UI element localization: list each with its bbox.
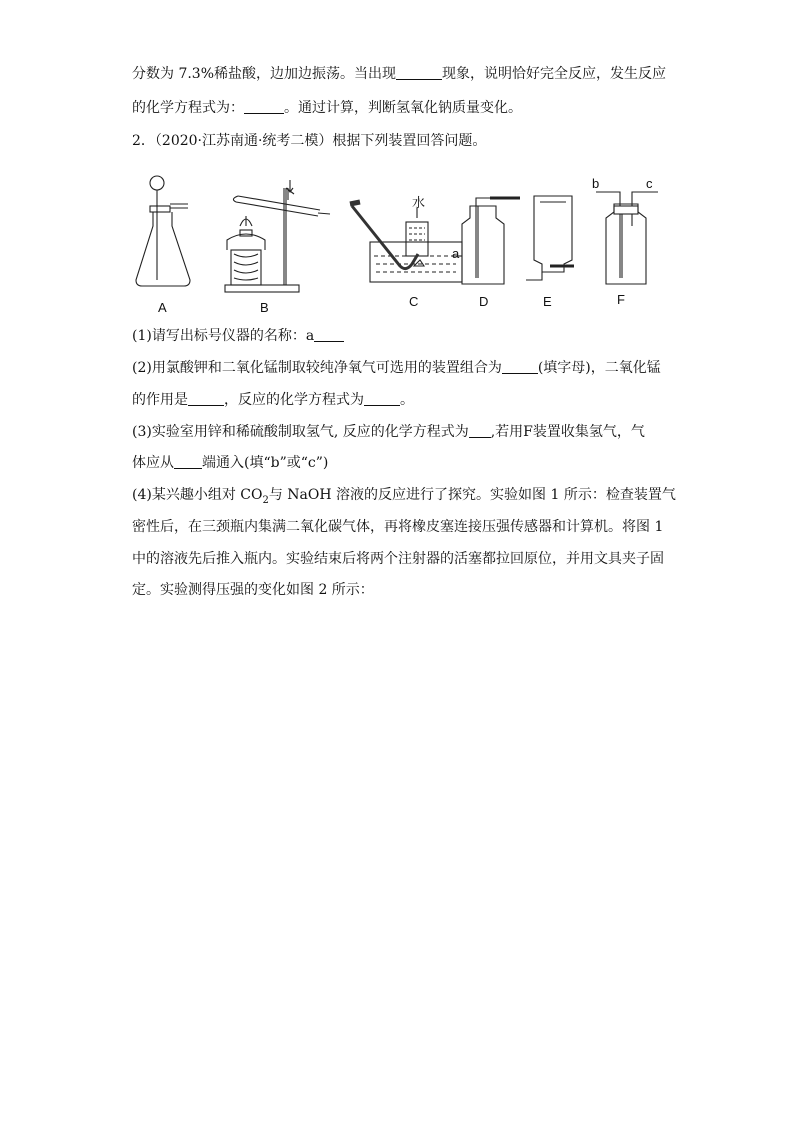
q4-line-2: 密性后，在三颈瓶内集满二氧化碳气体，再将橡皮塞连接压强传感器和计算机。将图 1 [132,519,664,535]
label-c-tube: c [646,176,653,191]
text-segment: ,若用F装置收集氢气，气 [490,424,645,440]
label-c: C [409,294,419,309]
text-segment: 端通入(填“b”或“c”) [202,455,329,471]
answer-blank[interactable] [314,327,344,342]
q4-line-3: 中的溶液先后推入瓶内。实验结束后将两个注射器的活塞都拉回原位，并用文具夹子固 [132,551,664,567]
text-segment: ，反应的化学方程式为 [224,392,364,408]
answer-blank[interactable] [188,391,224,406]
label-a: A [158,300,167,315]
label-b-tube: b [592,176,600,191]
text-segment: 。 [400,392,414,408]
apparatus-a-flask [136,176,190,286]
apparatus-f-bottle [596,192,658,284]
answer-blank[interactable] [502,359,538,374]
subscript: 2 [262,494,269,506]
q3-line-1 [132,422,672,442]
q3-line-2 [132,453,672,473]
text-segment: (2)用氯酸钾和二氧化锰制取较纯净氧气可选用的装置组合为 [132,360,502,376]
apparatus-figure [130,168,670,318]
text-segment: 的化学方程式为： [132,100,244,116]
apparatus-e-bottle [526,196,574,280]
answer-blank[interactable] [364,391,400,406]
label-b: B [260,300,269,315]
label-a-pointer: a [452,246,460,261]
intro-line-1 [132,64,672,84]
q4-line-4: 定。实验测得压强的变化如图 2 所示： [132,582,374,598]
q1-line [132,326,672,346]
label-e: E [543,294,552,309]
text-segment: (3)实验室用锌和稀硫酸制取氢气, 反应的化学方程式为 [132,424,469,440]
text-segment: 。通过计算，判断氢氧化钠质量变化。 [284,100,522,116]
text-segment: 与 NaOH 溶液的反应进行了探究。实验如图 1 所示：检查装置气 [268,487,676,503]
text-segment: 体应从 [132,455,174,471]
label-water: 水 [412,196,426,211]
answer-blank[interactable] [469,423,491,438]
q2-line-2 [132,390,672,410]
label-f: F [617,292,625,307]
answer-blank[interactable] [174,454,202,469]
apparatus-d-bottle [454,198,520,284]
question-2-title: 2．（2020·江苏南通·统考二模）根据下列装置回答问题。 [132,133,487,149]
apparatus-drawing [130,168,670,318]
apparatus-b-heater [225,180,330,292]
label-d: D [479,294,489,309]
answer-blank[interactable] [396,65,442,80]
q4-line-1 [132,485,676,511]
text-segment: (1)请写出标号仪器的名称：a [132,328,315,344]
text-segment: (填字母)，二氧化锰 [537,360,661,376]
text-segment: 分数为 7.3%稀盐酸，边加边振荡。当出现 [132,66,397,82]
text-segment: (4)某兴趣小组对 CO [132,487,263,503]
text-segment: 的作用是 [132,392,188,408]
answer-blank[interactable] [244,99,284,114]
q2-line-1 [132,358,672,378]
text-segment: 现象，说明恰好完全反应，发生反应 [442,66,667,82]
intro-line-2 [132,98,672,118]
apparatus-c-trough [350,202,462,282]
